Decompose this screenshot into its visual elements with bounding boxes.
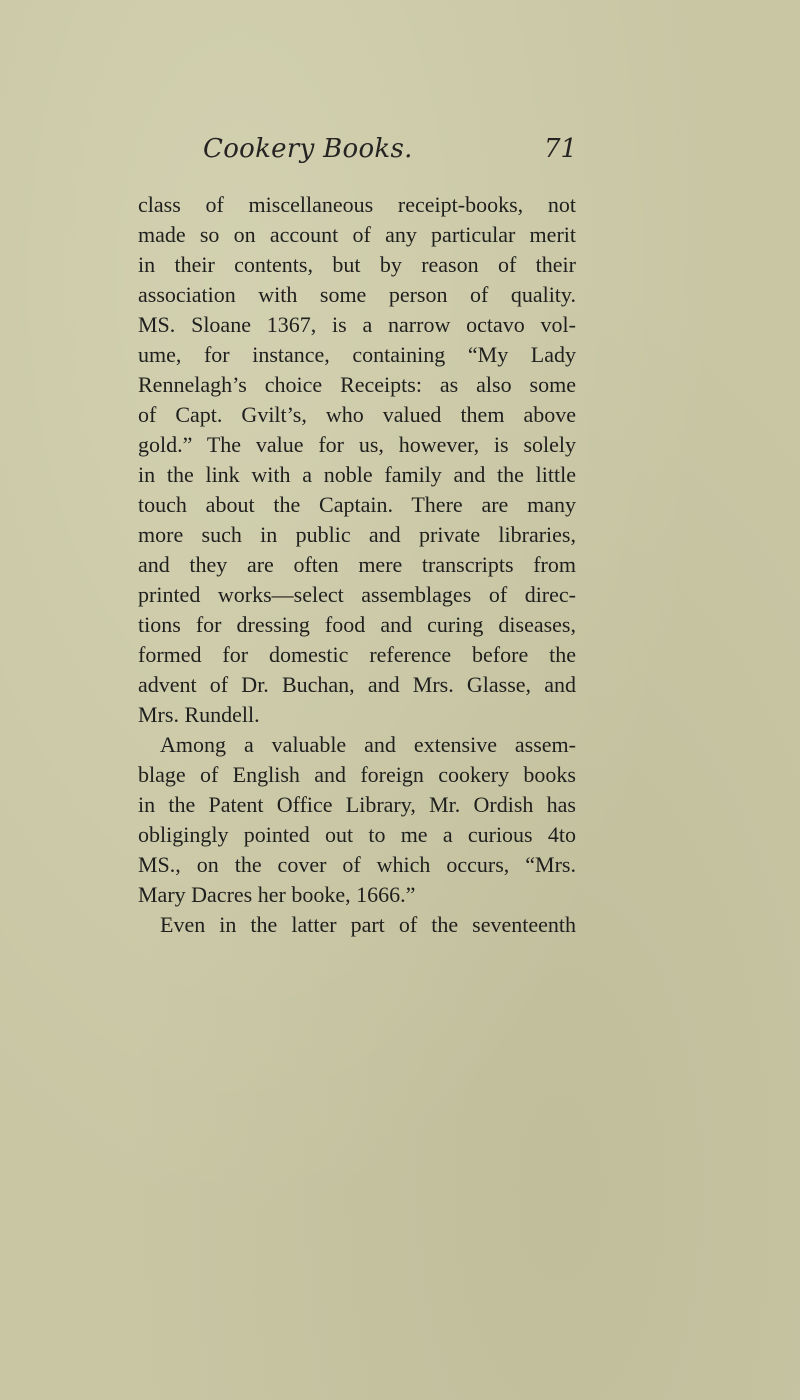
text-line: class of miscellaneous receipt-books, not bbox=[138, 192, 576, 217]
text-line: and they are often mere transcripts from bbox=[138, 552, 576, 577]
text-line: tions for dressing food and curing diseases, bbox=[138, 612, 576, 637]
text-line: MS., on the cover of which occurs, “Mrs. bbox=[138, 852, 576, 877]
text-line: of Capt. Gvilt’s, who valued them above bbox=[138, 402, 576, 427]
body-text bbox=[138, 190, 576, 940]
text-line: in their contents, but by reason of their bbox=[138, 252, 576, 277]
text-line: in the link with a noble family and the little bbox=[138, 462, 576, 487]
running-head bbox=[0, 134, 800, 174]
text-line: MS. Sloane 1367, is a narrow octavo vol- bbox=[138, 312, 576, 337]
text-line: formed for domestic reference before the bbox=[138, 642, 576, 667]
text-line: gold.” The value for us, however, is solely bbox=[138, 432, 576, 457]
text-line: printed works—select assemblages of direc- bbox=[138, 582, 576, 607]
paragraph-end-line: Mrs. Rundell. bbox=[138, 702, 260, 727]
running-title: Cookery Books. bbox=[203, 134, 413, 164]
text-line: Rennelagh’s choice Receipts: as also some bbox=[138, 372, 576, 397]
text-line: association with some person of quality. bbox=[138, 282, 576, 307]
text-line: blage of English and foreign cookery books bbox=[138, 762, 576, 787]
paragraph-start-line: Even in the latter part of the seventeenth bbox=[160, 912, 576, 937]
text-line: touch about the Captain. There are many bbox=[138, 492, 576, 517]
text-line: made so on account of any particular merit bbox=[138, 222, 576, 247]
text-line: obligingly pointed out to me a curious 4to bbox=[138, 822, 576, 847]
text-line: advent of Dr. Buchan, and Mrs. Glasse, and bbox=[138, 672, 576, 697]
paragraph-end-line: Mary Dacres her booke, 1666.” bbox=[138, 882, 416, 907]
text-line: in the Patent Office Library, Mr. Ordish has bbox=[138, 792, 576, 817]
paragraph-start-line: Among a valuable and extensive assem- bbox=[160, 732, 576, 757]
text-line: more such in public and private libraries, bbox=[138, 522, 576, 547]
text-line: ume, for instance, containing “My Lady bbox=[138, 342, 576, 367]
page-number: 71 bbox=[544, 134, 578, 164]
